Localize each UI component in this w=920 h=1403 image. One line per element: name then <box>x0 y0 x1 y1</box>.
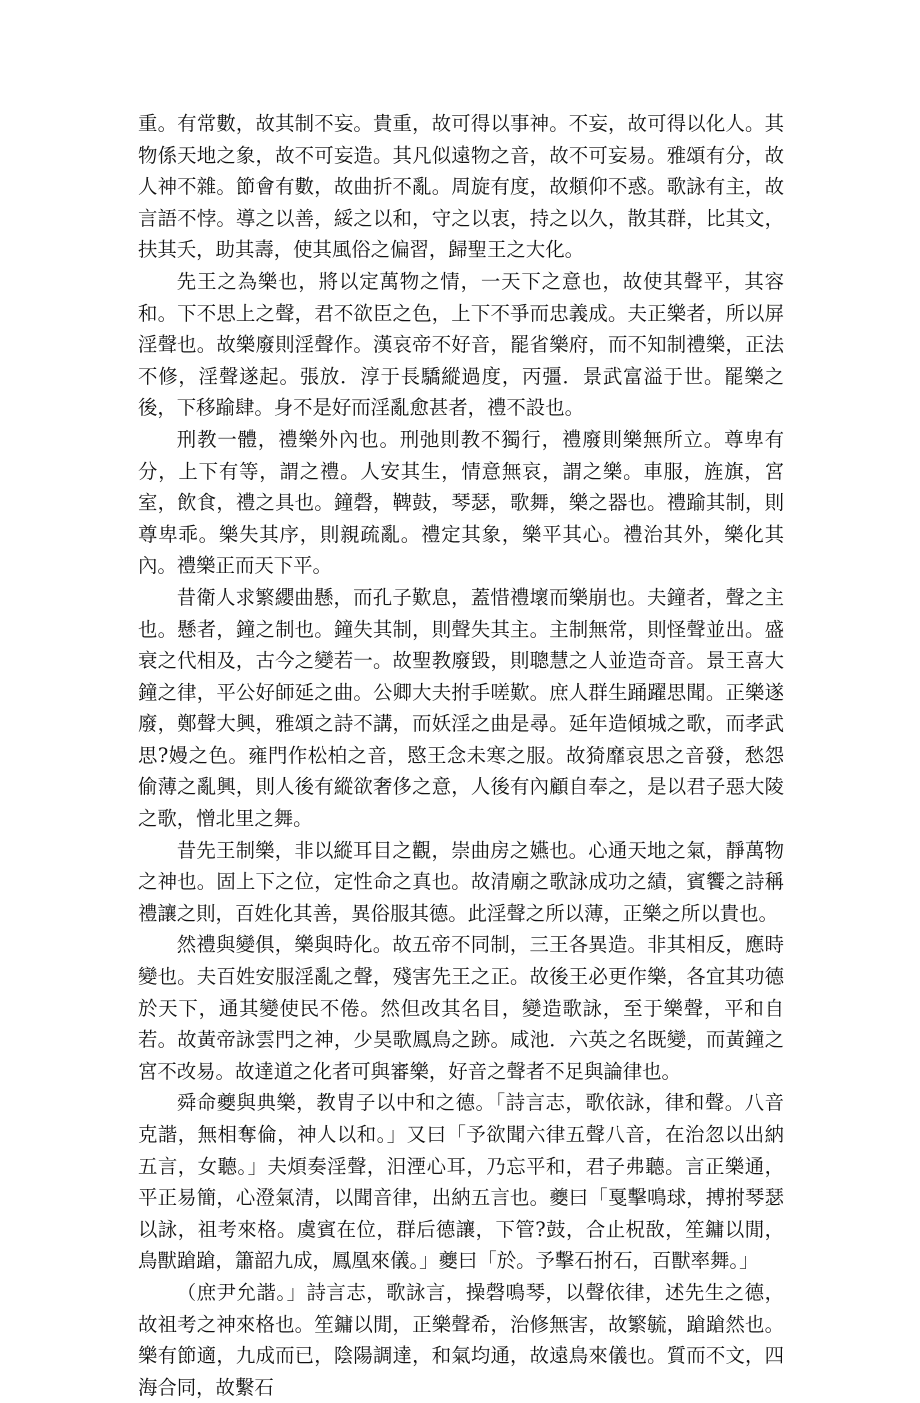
paragraph-2: 先王之為樂也，將以定萬物之情，一天下之意也，故使其聲平，其容和。下不思上之聲，君不欲臣之色，上下不爭而忠義成。夫正樂者，所以屏淫聲也。故樂廢則淫聲作。漢哀帝不好音，罷省樂府，而不知制禮樂，正法不修，淫聲遂起。張放．淳于長驕縱過度，丙彊．景武富溢于世。罷樂之後，下移踰肆。身不是好而淫亂愈甚者，禮不設也。 <box>138 269 784 420</box>
paragraph-6: 然禮與變俱，樂與時化。故五帝不同制，三王各異造。非其相反，應時變也。夫百姓安服淫亂之聲，殘害先王之正。故後王必更作樂，各宜其功德於天下，通其變使民不倦。然但改其名目，變造歌詠，至于樂聲，平和自若。故黃帝詠雲門之神，少昊歌鳳鳥之跡。咸池．六英之名既變，而黃鐘之宮不改易。故達道之化者可與審樂，好音之聲者不足與論律也。 <box>138 933 784 1083</box>
paragraph-8: （庶尹允諧。」詩言志，歌詠言，操磬鳴琴，以聲依律，述先生之德，故祖考之神來格也。笙鏞以閒，正樂聲希，治修無害，故繁毓，蹌蹌然也。樂有節適，九成而已，陰陽調達，和氣均通，故遠鳥來儀也。質而不文，四海合同，故繫石 <box>138 1280 784 1399</box>
paragraph-3: 刑教一體，禮樂外內也。刑弛則教不獨行，禮廢則樂無所立。尊卑有分，上下有等，謂之禮。人安其生，情意無哀，謂之樂。車服，旌旗，宮室，飲食，禮之具也。鐘磬，鞞鼓，琴瑟，歌舞，樂之器也。禮踰其制，則尊卑乖。樂失其序，則親疏亂。禮定其象，樂平其心。禮治其外，樂化其內。禮樂正而天下平。 <box>138 427 784 578</box>
paragraph-7: 舜命夔與典樂，教胄子以中和之德。「詩言志，歌依詠，律和聲。八音克諧，無相奪倫，神人以和。」又曰「予欲聞六律五聲八音，在治忽以出納五言，女聽。」夫煩奏淫聲，汨湮心耳，乃忘平和，君子弗聽。言正樂通，平正易簡，心澄氣清，以聞音律，出納五言也。夔曰「戛擊鳴球，搏拊琴瑟以詠，祖考來格。虞賓在位，群后德讓，下管?鼓，合止柷敔，笙鏞以閒，鳥獸蹌蹌，簫韶九成，鳳凰來儀。」夔曰「於。予擊石拊石，百獸率舞。」 <box>138 1091 784 1273</box>
paragraph-4: 昔衛人求繁纓曲懸，而孔子歎息，蓋惜禮壞而樂崩也。夫鐘者，聲之主也。懸者，鐘之制也。鐘失其制，則聲失其主。主制無常，則怪聲並出。盛衰之代相及，古今之變若一。故聖教廢毀，則聰慧之人並造奇音。景王喜大鐘之律，平公好師延之曲。公卿大夫拊手嗟歎。庶人群生踊躍思聞。正樂遂廢，鄭聲大興，雅頌之詩不講，而妖淫之曲是尋。延年造傾城之歌，而孝武思?嫚之色。雍門作松柏之音，愍王念未寒之服。故猗靡哀思之音發，愁怨偷薄之亂興，則人後有縱欲奢侈之意，人後有內顧自奉之，是以君子惡大陵之歌，憎北里之舞。 <box>138 585 784 831</box>
paragraph-5: 昔先王制樂，非以縱耳目之觀，崇曲房之嬿也。心通天地之氣，靜萬物之神也。固上下之位，定性命之真也。故清廟之歌詠成功之績，賓饗之詩稱禮讓之則，百姓化其善，異俗服其德。此淫聲之所以薄，正樂之所以貴也。 <box>138 838 784 925</box>
paragraph-1: 重。有常數，故其制不妄。貴重，故可得以事神。不妄，故可得以化人。其物係天地之象，故不可妄造。其凡似遠物之音，故不可妄易。雅頌有分，故人神不雜。節會有數，故曲折不亂。周旋有度，故頫仰不惑。歌詠有主，故言語不悖。導之以善，綏之以和，守之以衷，持之以久，散其群，比其文，扶其夭，助其壽，使其風俗之偏習，歸聖王之大化。 <box>138 112 784 262</box>
document-page <box>138 108 784 1403</box>
